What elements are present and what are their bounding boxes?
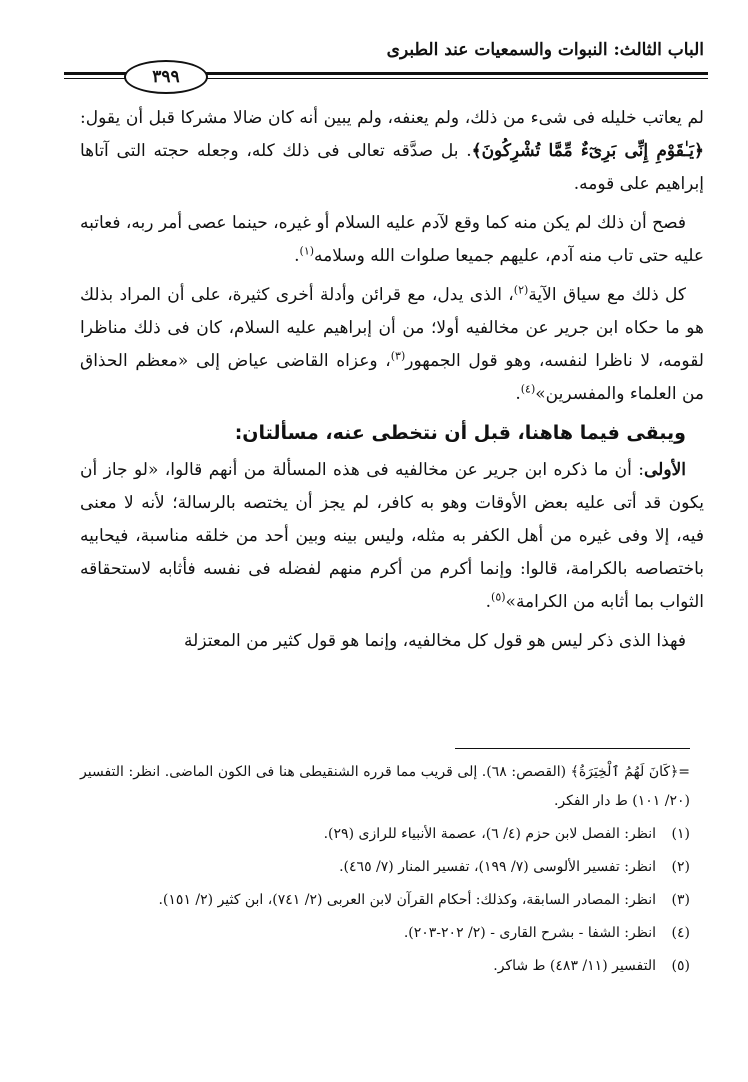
footnote-continuation: =﴿كَانَ لَهُمُ ٱلْخِيَرَةُ﴾ (القصص: ٦٨). إلى قريب مما قرره الشنقيطى هنا فى الكون الماضى. انظر: التفسير (٢٠/ ١٠١) ط دار الفكر. [80, 764, 691, 809]
running-header [64, 34, 708, 87]
paragraph-4-lead: الأولى [644, 460, 686, 480]
footnote-item [80, 919, 690, 948]
paragraph-1-start: لم يعاتب خليله فى شىء من ذلك، ولم يعنفه، ولم يبين أنه كان ضالا مشركا قبل أن يقول: [80, 108, 704, 128]
paragraph-2-text: فصح أن ذلك لم يكن منه كما وقع لآدم عليه السلام أو غيره، حينما عصى أمر ربه، فعاتبه عليه حتى تاب منه آدم، عليهم جميعا صلوات الله وسلامه [80, 213, 704, 266]
footnotes [80, 758, 690, 985]
footnote-number: (١) [671, 826, 690, 842]
chapter-title: الباب الثالث: النبوات والسمعيات عند الطبرى [386, 40, 704, 60]
footnote-text: التفسير (١١/ ٤٨٣) ط شاكر. [493, 958, 656, 974]
page-number: ٣٩٩ [124, 60, 208, 94]
paragraph-5: فهذا الذى ذكر ليس هو قول كل مخالفيه، وإنما هو قول كثير من المعتزلة [184, 631, 686, 651]
paragraph-4 [80, 454, 704, 619]
footnote-number: (٤) [671, 925, 690, 941]
footnote-item [80, 820, 690, 849]
footnote-divider [455, 748, 690, 749]
footnote-ref-1[interactable]: (١) [299, 244, 315, 258]
section-heading: ويبقى فيما هاهنا، قبل أن نتخطى عنه، مسألتان: [234, 422, 686, 444]
paragraph-2-end: . [294, 246, 300, 266]
paragraph-4-end: . [485, 592, 492, 612]
paragraph-4-text: : أن ما ذكره ابن جرير عن مخالفيه فى هذه المسألة من أنهم قالوا، «لو جاز أن يكون قد أتى عليه بعض الأوقات وهو به كافر، لم يجز أن يختصه بالرسالة؛ لأنه لا معنى فيه، إلا وفى غيره من أهل الكفر به مثله، وليس بينه وبين أحد من خلقه مناسبة، فيحابيه باختصاصه بالكرامة، قالوا: وإنما أكرم من أكرم منهم لفضله فى نفسه فأثابه لاستحقاقه الثواب بما أثابه من الكرامة» [80, 460, 704, 612]
quran-verse: ﴿يَـٰقَوْمِ إِنِّى بَرِىٓءٌ مِّمَّا تُشْرِكُونَ﴾ [471, 141, 704, 161]
footnote-text: انظر: المصادر السابقة، وكذلك: أحكام القرآن لابن العربى (٢/ ٧٤١)، ابن كثير (٢/ ١٥١). [158, 892, 656, 908]
main-text [80, 102, 704, 664]
footnote-item [80, 886, 690, 915]
paragraph-1-end: . بل صدَّقه تعالى فى ذلك كله، وجعله حجته التى آتاها إبراهيم على قومه. [80, 141, 704, 194]
paragraph-1 [80, 102, 704, 201]
footnote-number: (٥) [671, 958, 690, 974]
footnote-item [80, 853, 690, 882]
paragraph-3-part-b: ، الذى يدل، مع قرائن وأدلة أخرى كثيرة، على أن المراد بذلك هو ما حكاه ابن جرير عن مخالفيه أولا؛ من أن إبراهيم عليه السلام، كان فى ذلك مناظرا لقومه، لا ناظرا لنفسه، وهو قول الجمهور [80, 285, 704, 371]
footnote-text: انظر: تفسير الألوسى (٧/ ١٩٩)، تفسير المنار (٧/ ٤٦٥). [339, 859, 656, 875]
paragraph-3-end: . [515, 384, 521, 404]
paragraph-2 [80, 207, 704, 273]
paragraph-3-part-c: ، وعزاه القاضى عياض إلى «معظم الحذاق من العلماء والمفسرين» [80, 351, 704, 404]
footnote-ref-4[interactable]: (٤) [520, 382, 536, 396]
footnote-text: انظر: الشفا - بشرح القارى - (٢/ ٢٠٢-٢٠٣). [403, 925, 656, 941]
footnote-number: (٣) [671, 892, 690, 908]
footnote-item [80, 952, 690, 981]
paragraph-3-part-a: كل ذلك مع سياق الآية [528, 285, 686, 305]
footnote-ref-2[interactable]: (٢) [513, 283, 529, 297]
footnote-ref-3[interactable]: (٣) [390, 349, 406, 363]
footnote-ref-5[interactable]: (٥) [491, 590, 506, 604]
footnote-number: (٢) [671, 859, 690, 875]
paragraph-3 [80, 279, 704, 411]
footnote-text: انظر: الفصل لابن حزم (٤/ ٦)، عصمة الأنبياء للرازى (٢٩). [323, 826, 656, 842]
